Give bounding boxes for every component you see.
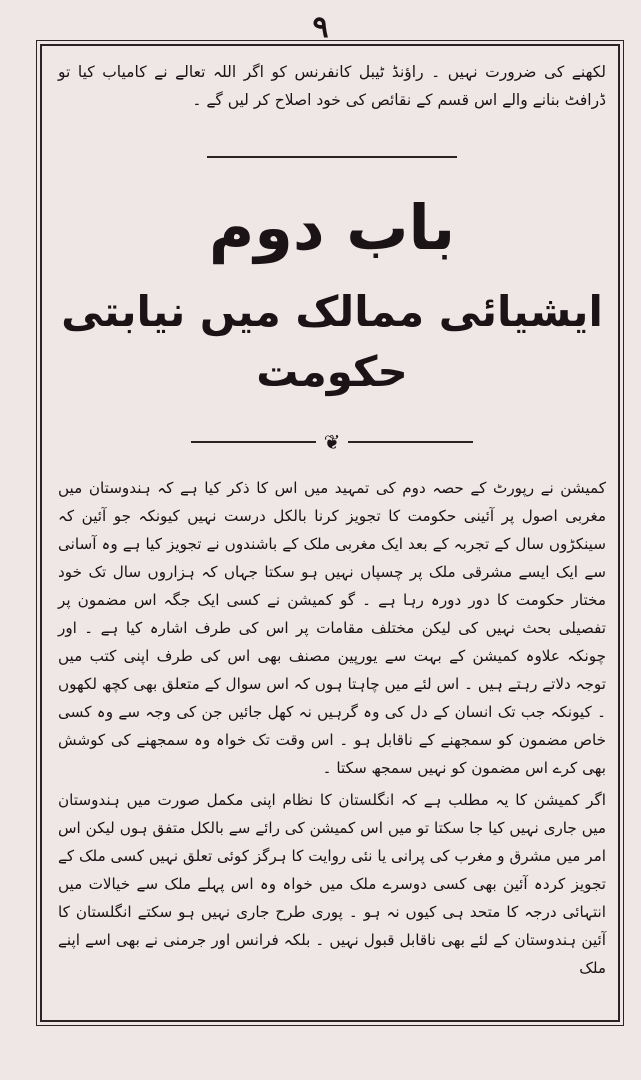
chapter-title: باب دوم <box>208 191 456 264</box>
chapter-subtitle: ایشیائی ممالک میں نیابتی حکومت <box>61 287 603 396</box>
body-paragraph: اگر کمیشن کا یہ مطلب ہے کہ انگلستان کا نظام اپنی مکمل صورت میں ہندوستان میں جاری نہیں کیا جا سکتا تو میں اس کمیشن کی رائے سے بالکل متفق ہوں لیکن اس امر میں مشرق و مغرب کی پرانی یا نئی روایت کا ہرگز کوئی تعلق نہیں کسی ملک کے تجویز کردہ آئین بھی کسی دوسرے ملک میں خواہ وہ اس پہلے ملک سے خیالات میں انتہائی درجہ کا متحد ہی کیوں نہ ہو ۔ پوری طرح جاری نہیں ہو سکتے انگلستان کا آئین ہندوستان کے لئے بھی ناقابل قبول نہیں ۔ بلکہ فرانس اور جرمنی نے بھی اسے اپنے ملک <box>58 791 606 977</box>
fleuron-icon: ❦ <box>323 430 341 454</box>
section-divider <box>207 156 457 158</box>
intro-text: لکھنے کی ضرورت نہیں ۔ راؤنڈ ٹیبل کانفرنس کو اگر اللہ تعالے نے کامیاب کیا تو ڈرافٹ بنانے والے اس قسم کے نقائص کی خود اصلاح کر لیں گے ۔ <box>58 63 606 109</box>
divider-line-left <box>191 441 316 443</box>
page-content <box>58 58 606 982</box>
divider-line-right <box>348 441 473 443</box>
ornamental-divider <box>58 432 606 452</box>
page-number: ۹ <box>312 10 329 45</box>
body-paragraph: کمیشن نے رپورٹ کے حصہ دوم کی تمہید میں اس کا ذکر کیا ہے کہ ہندوستان میں مغربی اصول پر آئینی حکومت کا تجویز کرنا بالکل درست نہیں کیونکہ جو آئین کہ سینکڑوں سال کے تجربہ کے بعد ایک مغربی ملک کے باشندوں نے تجویز کیا ہے وہ آسانی سے ایک ایسے مشرقی ملک پر چسپاں نہیں ہو سکتا جہاں کہ ہزاروں سال تک خود مختار حکومت کا دور دورہ رہا ہے ۔ گو کمیشن نے کسی ایک جگہ اس مضمون پر تفصیلی بحث نہیں کی لیکن مختلف مقامات پر اس کی طرف اشارہ کیا ہے ۔ اور چونکہ علاوہ کمیشن کے بہت سے یورپین مصنف بھی اس کی طرف اپنی کتب میں توجہ دلاتے رہتے ہیں ۔ اس لئے میں چاہتا ہوں کہ اس سوال کے متعلق بھی کچھ لکھوں ۔ کیونکہ جب تک انسان کے دل کی وہ گرہیں نہ کھل جائیں جن کی وجہ سے وہ کسی خاص مضمون کو سمجھنے کے ناقابل ہو ۔ اس وقت تک خواہ وہ سمجھنے کی کوشش بھی کرے اس مضمون کو نہیں سمجھ سکتا ۔ <box>58 479 606 777</box>
